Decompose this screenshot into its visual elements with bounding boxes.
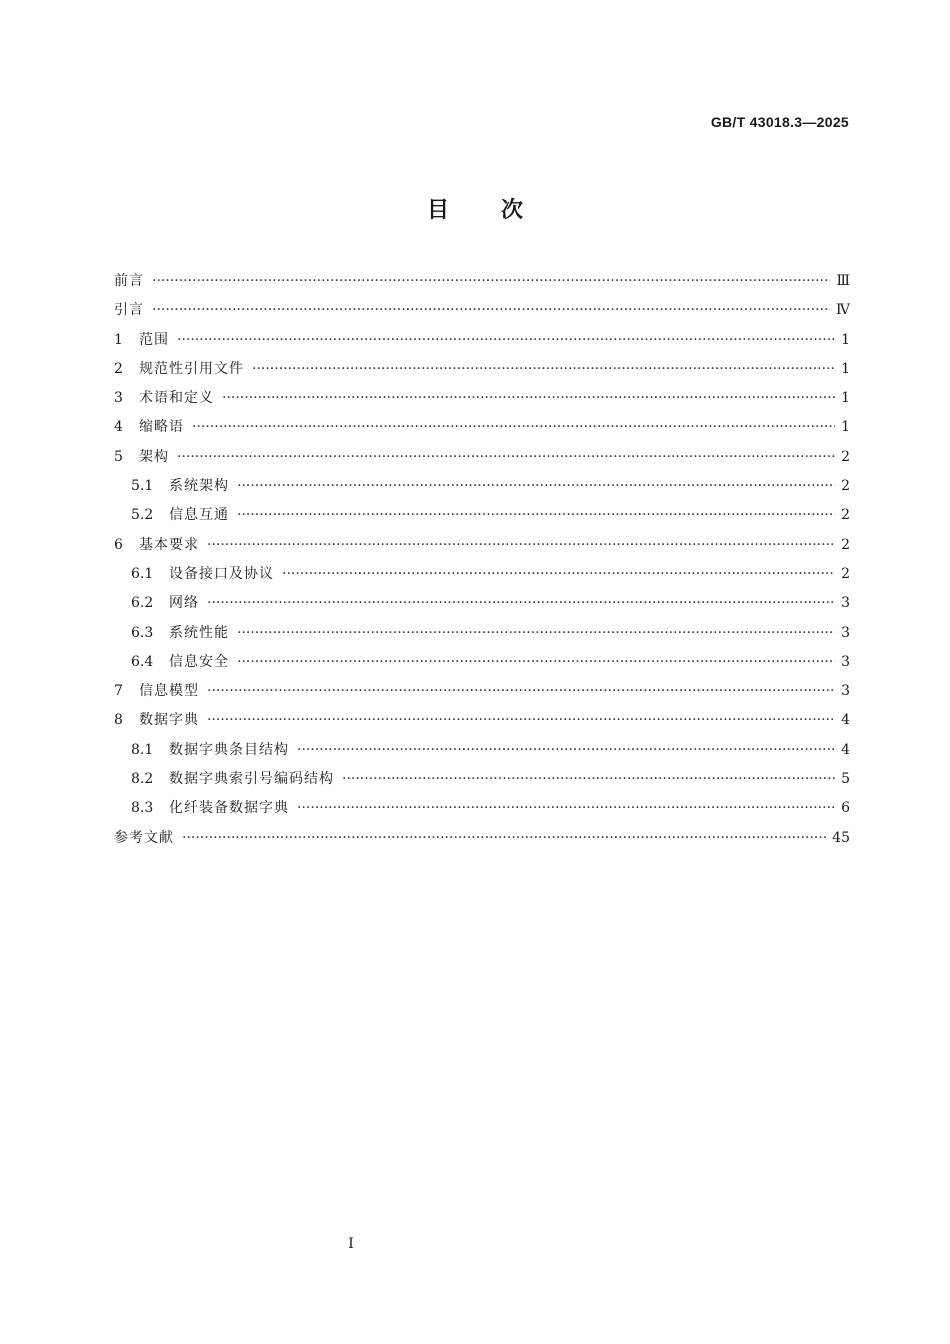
toc-entry-title: 参考文献 [114, 829, 174, 846]
toc-leader-dots [192, 419, 835, 435]
toc-entry-page: 5 [841, 771, 850, 788]
toc-entry-number: 6 [114, 536, 123, 553]
toc-entry-number: 7 [114, 683, 123, 700]
toc-entry[interactable] [114, 680, 850, 709]
toc-entry-page: 1 [841, 331, 850, 348]
page-number-text: Ⅰ [348, 1236, 354, 1252]
toc-entry-page: 4 [841, 712, 850, 729]
toc-entry-number: 5 [114, 448, 123, 465]
toc-leader-dots [152, 302, 830, 318]
toc-entry-title: 系统架构 [169, 478, 229, 495]
toc-entry[interactable] [114, 329, 850, 358]
toc-entry-title: 设备接口及协议 [169, 565, 274, 582]
toc-entry-title: 数据字典索引号编码结构 [169, 771, 334, 788]
toc-leader-dots [297, 800, 835, 816]
toc-entry-number: 2 [114, 360, 123, 377]
toc-leader-dots [207, 537, 835, 553]
page-number [0, 1236, 950, 1252]
toc-entry[interactable] [114, 622, 850, 651]
toc-entry-title: 系统性能 [169, 624, 229, 641]
toc-entry[interactable] [114, 299, 850, 328]
toc-entry-page: 2 [841, 536, 850, 553]
toc-entry[interactable] [114, 358, 850, 387]
toc-entry-title: 术语和定义 [139, 390, 214, 407]
toc-entry-title: 信息互通 [169, 507, 229, 524]
toc-entry[interactable] [114, 416, 850, 445]
toc-entry-title: 数据字典 [139, 712, 199, 729]
toc-entry[interactable] [114, 504, 850, 533]
toc-leader-dots [207, 712, 835, 728]
toc-entry-page: Ⅲ [836, 273, 850, 289]
toc-entry-title: 范围 [139, 331, 169, 348]
toc-entry-page: 6 [841, 800, 850, 817]
toc-leader-dots [152, 273, 830, 289]
standard-code: GB/T 43018.3—2025 [710, 114, 849, 130]
toc-leader-dots [282, 566, 835, 582]
toc-entry-page: Ⅳ [836, 302, 850, 319]
toc-entry-page: 2 [841, 565, 850, 582]
toc-leader-dots [177, 332, 835, 348]
toc-entry-page: 2 [841, 507, 850, 524]
table-of-contents [114, 270, 850, 856]
page-title: 目次 [426, 198, 575, 223]
toc-entry-number: 5.2 [131, 507, 154, 524]
toc-entry-page: 4 [841, 741, 850, 758]
toc-entry-page: 1 [841, 419, 850, 436]
toc-entry-title: 引言 [114, 302, 144, 319]
toc-entry-title: 缩略语 [139, 419, 184, 436]
toc-entry[interactable] [114, 592, 850, 621]
toc-entry-title: 数据字典条目结构 [169, 741, 289, 758]
toc-entry-number: 8.3 [131, 800, 154, 817]
toc-entry-page: 1 [841, 390, 850, 407]
toc-entry-number: 6.2 [131, 595, 154, 612]
toc-entry[interactable] [114, 270, 850, 299]
toc-entry-number: 6.3 [131, 624, 154, 641]
toc-entry-page: 2 [841, 448, 850, 465]
toc-entry-page: 3 [841, 624, 850, 641]
toc-leader-dots [207, 595, 835, 611]
toc-entry-title: 网络 [169, 595, 199, 612]
toc-leader-dots [237, 478, 835, 494]
toc-leader-dots [237, 654, 835, 670]
toc-leader-dots [297, 742, 835, 758]
toc-leader-dots [222, 390, 835, 406]
toc-entry[interactable] [114, 534, 850, 563]
toc-leader-dots [237, 625, 835, 641]
toc-entry-number: 6.4 [131, 653, 154, 670]
toc-entry-title: 前言 [114, 273, 144, 289]
toc-entry-number: 1 [114, 331, 123, 348]
toc-entry-page: 1 [841, 360, 850, 377]
toc-entry-page: 45 [832, 829, 850, 846]
toc-entry-number: 5.1 [131, 478, 154, 495]
toc-leader-dots [252, 361, 835, 377]
toc-entry-title: 基本要求 [139, 536, 199, 553]
toc-entry[interactable] [114, 651, 850, 680]
toc-entry-title: 信息模型 [139, 683, 199, 700]
toc-entry[interactable] [114, 797, 850, 826]
toc-leader-dots [342, 771, 835, 787]
toc-entry-number: 6.1 [131, 565, 154, 582]
toc-entry[interactable] [114, 739, 850, 768]
toc-leader-dots [182, 830, 826, 846]
toc-leader-dots [177, 449, 835, 465]
toc-entry-number: 8 [114, 712, 123, 729]
toc-entry-title: 化纤装备数据字典 [169, 800, 289, 817]
toc-entry-number: 8.1 [131, 741, 154, 758]
toc-entry[interactable] [114, 768, 850, 797]
toc-entry-title: 信息安全 [169, 653, 229, 670]
toc-entry-page: 3 [841, 653, 850, 670]
toc-entry[interactable] [114, 475, 850, 504]
toc-entry[interactable] [114, 827, 850, 856]
toc-entry[interactable] [114, 387, 850, 416]
toc-entry-number: 8.2 [131, 771, 154, 788]
toc-entry[interactable] [114, 709, 850, 738]
toc-entry[interactable] [114, 563, 850, 592]
toc-entry-page: 2 [841, 478, 850, 495]
toc-entry[interactable] [114, 446, 850, 475]
toc-entry-title: 架构 [139, 448, 169, 465]
toc-entry-number: 3 [114, 390, 123, 407]
toc-entry-number: 4 [114, 419, 123, 436]
toc-entry-title: 规范性引用文件 [139, 360, 244, 377]
toc-entry-page: 3 [841, 595, 850, 612]
toc-leader-dots [207, 683, 835, 699]
toc-leader-dots [237, 507, 835, 523]
toc-entry-page: 3 [841, 683, 850, 700]
